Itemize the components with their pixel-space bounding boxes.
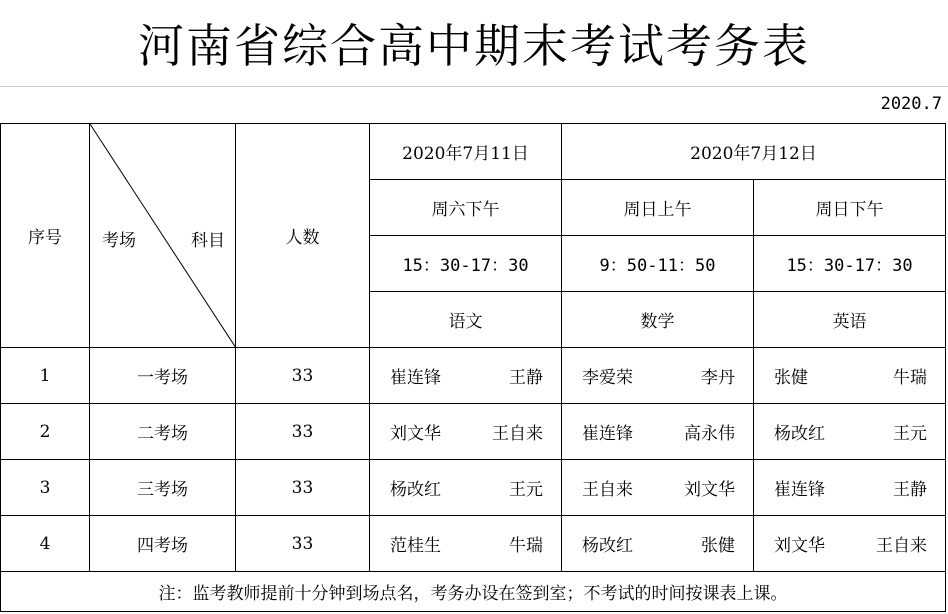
proctors-english <box>754 348 946 404</box>
header-subject-chinese: 语文 <box>370 292 562 348</box>
proctor-name: 刘文华 <box>390 424 441 444</box>
proctors-math <box>562 460 754 516</box>
proctor-name: 王自来 <box>876 536 927 556</box>
proctor-name: 高永伟 <box>684 424 735 444</box>
proctors-chinese <box>370 404 562 460</box>
header-subject-english: 英语 <box>754 292 946 348</box>
proctors-chinese <box>370 516 562 572</box>
row-count: 33 <box>236 404 370 460</box>
row-room: 二考场 <box>90 404 236 460</box>
proctors-math <box>562 516 754 572</box>
proctor-name: 张健 <box>774 368 808 388</box>
header-subject-math: 数学 <box>562 292 754 348</box>
row-room: 三考场 <box>90 460 236 516</box>
proctors-math <box>562 404 754 460</box>
proctor-name: 牛瑞 <box>893 368 927 388</box>
date-note: 2020.7 <box>880 94 942 114</box>
proctor-name: 王自来 <box>582 480 633 500</box>
header-room: 考场 <box>102 231 136 251</box>
header-time-2: 9：50-11：50 <box>562 236 754 292</box>
proctor-name: 牛瑞 <box>509 536 543 556</box>
row-seq: 3 <box>1 460 90 516</box>
proctors-english <box>754 460 946 516</box>
header-session-1: 周六下午 <box>370 180 562 236</box>
row-seq: 1 <box>1 348 90 404</box>
header-seq: 序号 <box>1 124 90 348</box>
header-time-1: 15：30-17：30 <box>370 236 562 292</box>
row-room: 一考场 <box>90 348 236 404</box>
header-date-1: 2020年7月11日 <box>370 124 562 180</box>
header-subject: 科目 <box>191 231 225 251</box>
header-session-3: 周日下午 <box>754 180 946 236</box>
proctor-name: 杨改红 <box>582 536 633 556</box>
row-room: 四考场 <box>90 516 236 572</box>
proctor-name: 王元 <box>893 424 927 444</box>
header-diagonal-cell <box>90 124 236 348</box>
table-row <box>1 516 946 572</box>
proctor-name: 王静 <box>893 480 927 500</box>
header-date-2: 2020年7月12日 <box>562 124 946 180</box>
proctor-name: 崔连锋 <box>390 368 441 388</box>
proctor-name: 张健 <box>701 536 735 556</box>
table-row <box>1 348 946 404</box>
header-time-3: 15：30-17：30 <box>754 236 946 292</box>
proctor-name: 崔连锋 <box>582 424 633 444</box>
proctor-name: 李爱荣 <box>582 368 633 388</box>
proctors-math <box>562 348 754 404</box>
table-row <box>1 404 946 460</box>
row-count: 33 <box>236 460 370 516</box>
proctors-chinese <box>370 460 562 516</box>
proctors-chinese <box>370 348 562 404</box>
proctors-english <box>754 516 946 572</box>
proctor-name: 杨改红 <box>390 480 441 500</box>
page-title: 河南省综合高中期末考试考务表 <box>138 19 810 73</box>
proctor-name: 杨改红 <box>774 424 825 444</box>
header-count: 人数 <box>236 124 370 348</box>
proctor-name: 王静 <box>509 368 543 388</box>
exam-schedule-table <box>0 123 946 612</box>
proctor-name: 王自来 <box>492 424 543 444</box>
row-seq: 2 <box>1 404 90 460</box>
proctor-name: 王元 <box>509 480 543 500</box>
divider <box>0 86 948 87</box>
row-count: 33 <box>236 348 370 404</box>
row-count: 33 <box>236 516 370 572</box>
header-session-2: 周日上午 <box>562 180 754 236</box>
footer-note: 注：监考教师提前十分钟到场点名，考务办设在签到室；不考试的时间按课表上课。 <box>1 572 946 612</box>
table-row <box>1 460 946 516</box>
proctor-name: 范桂生 <box>390 536 441 556</box>
proctor-name: 崔连锋 <box>774 480 825 500</box>
proctor-name: 刘文华 <box>684 480 735 500</box>
proctor-name: 刘文华 <box>774 536 825 556</box>
row-seq: 4 <box>1 516 90 572</box>
proctors-english <box>754 404 946 460</box>
proctor-name: 李丹 <box>701 368 735 388</box>
